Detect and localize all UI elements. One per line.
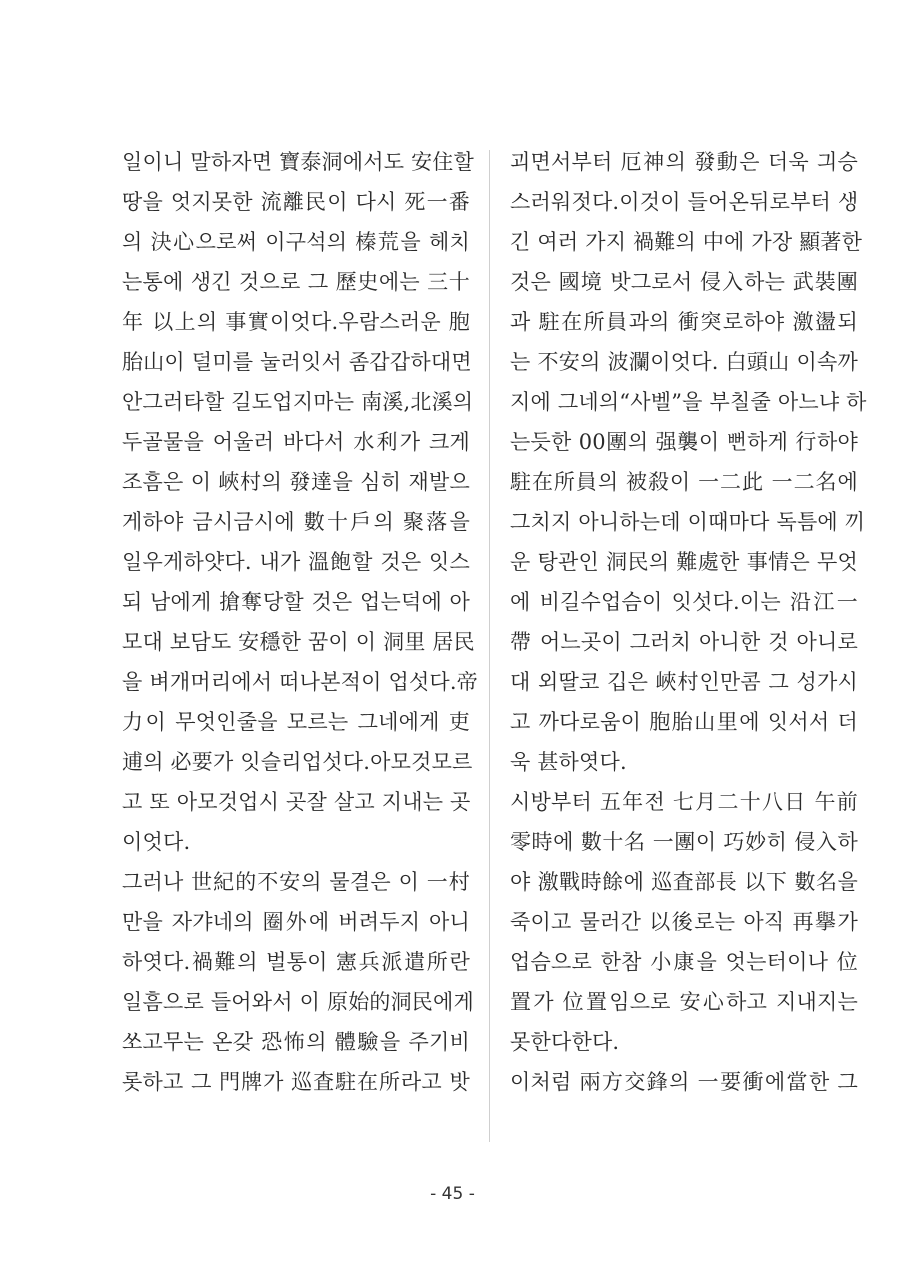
text-line: 일우게하얏다. 내가 溫飽할 것은 잇스 bbox=[122, 550, 470, 574]
text-line: 逋의 必要가 잇슬리업섯다.아모것모르 bbox=[122, 750, 473, 774]
text-line: 두골물을 어울러 바다서 水利가 크게 bbox=[122, 430, 470, 454]
text-line: 는통에 생긴 것으로 그 歷史에는 三十 bbox=[122, 270, 470, 294]
text-line: 零時에 數十名 一團이 巧妙히 侵入하 bbox=[510, 830, 858, 854]
text-line: 롯하고 그 門牌가 巡査駐在所라고 밧 bbox=[122, 1070, 470, 1094]
text-line: 는 不安의 波瀾이엇다. 白頭山 이속까 bbox=[510, 350, 858, 374]
text-line: 고 까다로움이 胞胎山里에 잇서서 더 bbox=[510, 710, 858, 734]
text-line: 力이 무엇인줄을 모르는 그네에게 吏 bbox=[122, 710, 470, 734]
text-line: 대 외딸코 깁은 峽村인만콤 그 성가시 bbox=[510, 670, 858, 694]
text-line: 땅을 엇지못한 流離民이 다시 死一番 bbox=[122, 190, 470, 214]
text-line: 置가 位置임으로 安心하고 지내지는 bbox=[510, 990, 858, 1014]
paragraph-end-line: 못한다한다. bbox=[510, 1030, 620, 1054]
text-line: 업슴으로 한참 小康을 엇는터이나 位 bbox=[510, 950, 858, 974]
text-line: 쏘고무는 온갖 恐怖의 體驗을 주기비 bbox=[122, 1030, 470, 1054]
page-number: - 45 - bbox=[430, 1184, 475, 1204]
text-line: 胎山이 덜미를 눌러잇서 좀갑갑하대면 bbox=[122, 350, 472, 374]
text-line: 의 決心으로써 이구석의 榛荒을 헤치 bbox=[122, 230, 470, 254]
text-line: 죽이고 물러간 以後로는 아직 再擧가 bbox=[510, 910, 858, 934]
text-line: 만을 자갸네의 圈外에 버려두지 아니 bbox=[122, 910, 470, 934]
text-line: 이처럼 兩方交鋒의 一要衝에當한 그 bbox=[510, 1070, 858, 1094]
left-text-column bbox=[122, 142, 478, 1102]
text-line: 과 駐在所員과의 衝突로하야 激盪되 bbox=[510, 310, 858, 334]
text-line: 에 비길수업슴이 잇섯다.이는 沿江一 bbox=[510, 590, 858, 614]
text-line: 안그러타할 길도업지마는 南溪,北溪의 bbox=[122, 390, 474, 414]
text-line: 야 激戰時餘에 巡査部長 以下 數名을 bbox=[510, 870, 858, 894]
text-line: 하엿다.禍難의 벌통이 憲兵派遣所란 bbox=[122, 950, 470, 974]
text-line: 시방부터 五年전 七月二十八日 午前 bbox=[510, 790, 858, 814]
text-line: 긴 여러 가지 禍難의 中에 가장 顯著한 bbox=[510, 230, 863, 254]
text-line: 는듯한 00團의 强襲이 뻔하게 行하야 bbox=[510, 430, 858, 454]
text-line: 일이니 말하자면 寶泰洞에서도 安住할 bbox=[122, 150, 474, 174]
text-line: 年 以上의 事實이엇다.우람스러운 胞 bbox=[122, 310, 470, 334]
text-line: 駐在所員의 被殺이 一二此 一二名에 bbox=[510, 470, 858, 494]
text-line: 지에 그네의“사벨”을 부칠줄 아느냐 하 bbox=[510, 390, 867, 414]
right-text-column bbox=[510, 142, 867, 1102]
text-line: 되 남에게 搶奪당할 것은 업는덕에 아 bbox=[122, 590, 470, 614]
text-line: 것은 國境 밧그로서 侵入하는 武裝團 bbox=[510, 270, 858, 294]
text-line: 운 탕관인 洞民의 難處한 事情은 무엇 bbox=[510, 550, 858, 574]
paragraph-end-line: 욱 甚하엿다. bbox=[510, 750, 627, 774]
text-line: 게하야 금시금시에 數十戶의 聚落을 bbox=[122, 510, 470, 534]
text-line: 帶 어느곳이 그러치 아니한 것 아니로 bbox=[510, 630, 858, 654]
column-divider bbox=[489, 150, 490, 1142]
text-line: 을 벼개머리에서 떠나본적이 업섯다.帝 bbox=[122, 670, 478, 694]
text-line: 일흠으로 들어와서 이 原始的洞民에게 bbox=[122, 990, 474, 1014]
text-line: 괴면서부터 厄神의 發動은 더욱 긔승 bbox=[510, 150, 858, 174]
text-line: 모대 보담도 安穩한 꿈이 이 洞里 居民 bbox=[122, 630, 475, 654]
text-line: 조흠은 이 峽村의 發達을 심히 재발으 bbox=[122, 470, 470, 494]
text-line: 그러나 世紀的不安의 물결은 이 一村 bbox=[122, 870, 470, 894]
text-line: 스러워젓다.이것이 들어온뒤로부터 생 bbox=[510, 190, 859, 214]
text-line: 그치지 아니하는데 이때마다 독틈에 끼 bbox=[510, 510, 866, 534]
text-line: 고 또 아모것업시 곳잘 살고 지내는 곳 bbox=[122, 790, 471, 814]
paragraph-end-line: 이엇다. bbox=[122, 830, 191, 854]
